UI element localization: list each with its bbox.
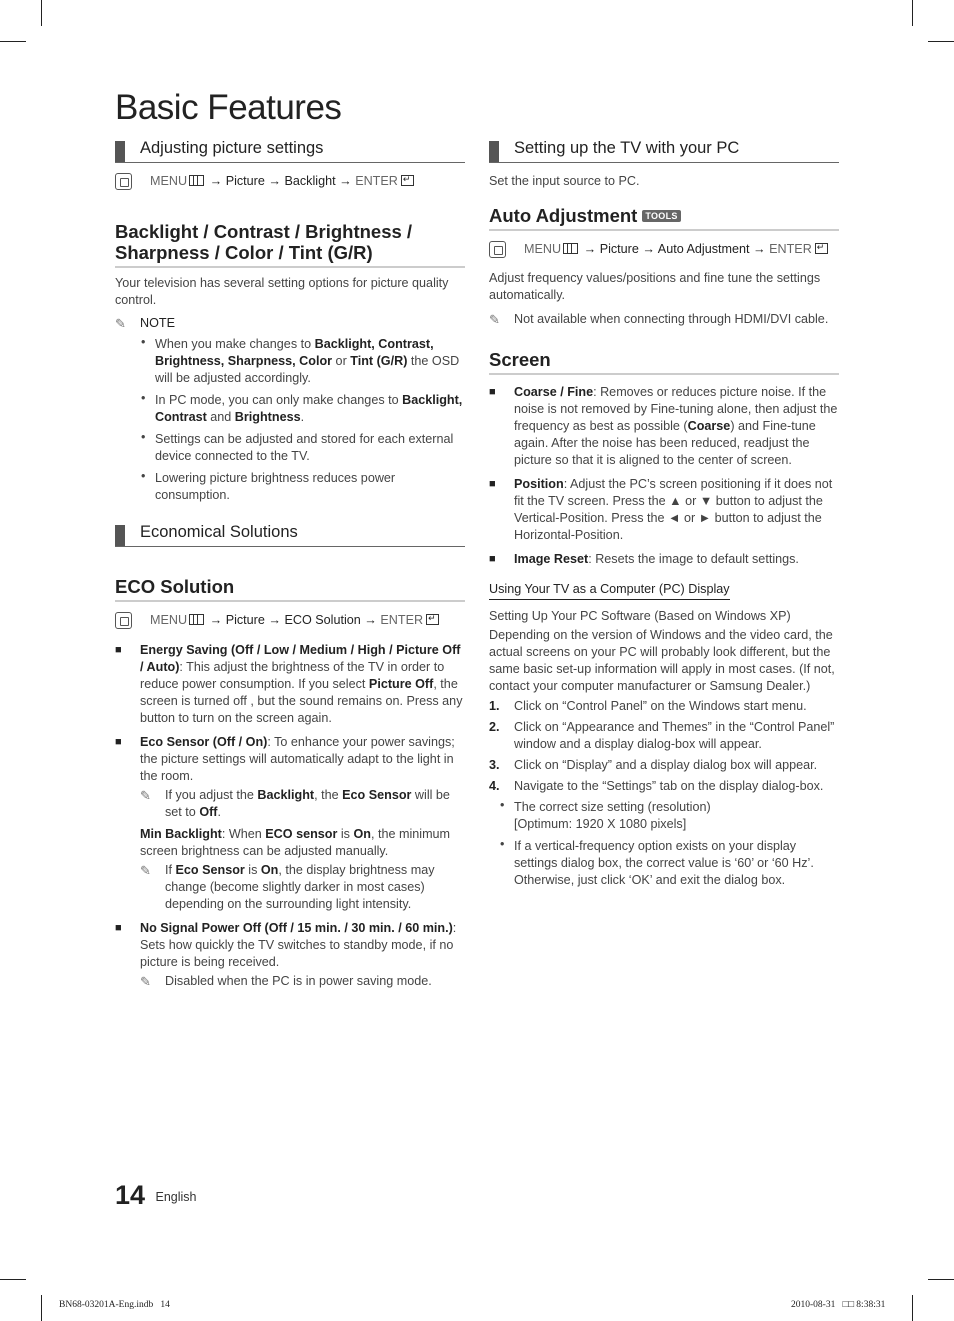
square-bullet-icon: ■: [489, 553, 496, 565]
menu-icon: [563, 243, 578, 254]
section-heading-pc: [489, 138, 839, 163]
section-heading-text: Economical Solutions: [140, 523, 298, 541]
section-heading-text: Adjusting picture settings: [140, 139, 324, 157]
auto-desc: Adjust frequency values/positions and fine tune the settings automatically.: [489, 271, 821, 302]
menu-label: MENU: [150, 174, 188, 188]
arrow: →: [749, 242, 770, 256]
pencil-icon: ✎: [140, 974, 151, 989]
arrow: →: [206, 613, 226, 627]
note-label: NOTE: [140, 316, 175, 330]
menu-picture: Picture: [599, 242, 639, 256]
section-heading-adjusting: [115, 138, 465, 163]
crop-mark: [912, 0, 913, 26]
menu-path-icon: [115, 612, 132, 629]
heading-bar: [115, 141, 125, 162]
enter-label: ENTER: [380, 613, 424, 627]
no-signal-item: ■ No Signal Power Off (Off / 15 min. / 30 min. / 60 min.): Sets how quickly the TV switches to standby mode, if no picture is being received.: [115, 921, 457, 969]
pc-intro: Set the input source to PC.: [489, 174, 640, 188]
enter-label: ENTER: [769, 242, 812, 256]
crop-mark: [928, 1279, 954, 1280]
square-bullet-icon: ■: [115, 736, 122, 748]
menu-path-backlight: [115, 173, 465, 191]
enter-icon: [401, 175, 414, 186]
section-heading-economical: [115, 522, 465, 547]
enter-label: ENTER: [355, 174, 398, 188]
square-bullet-icon: ■: [115, 644, 122, 656]
arrow: →: [335, 174, 356, 188]
page-footer: [115, 1180, 197, 1211]
screen-heading: Screen: [489, 349, 839, 375]
menu-icon: [189, 614, 204, 625]
square-bullet-icon: ■: [489, 478, 496, 490]
pencil-icon: ✎: [115, 316, 126, 331]
eco-sensor-note: ✎ If you adjust the Backlight, the Eco Sensor will be set to Off.: [140, 788, 450, 819]
page-number: 14: [115, 1180, 146, 1210]
software-setup-text: Setting Up Your PC Software (Based on Windows XP): [489, 609, 791, 623]
list-item: • In PC mode, you can only make changes to Backlight, Contrast and Brightness.: [155, 392, 465, 426]
arrow: →: [206, 174, 226, 188]
list-item: • If a vertical-frequency option exists on your display settings dialog box, the correct value is ‘60’ or ‘60 Hz’. Otherwise, just click ‘OK’ and exit the dialog box.: [514, 838, 839, 889]
step-item: 3. Click on “Display” and a display dialog box will appear.: [489, 758, 818, 772]
setup-steps: [489, 698, 839, 795]
arrow: →: [264, 613, 285, 627]
crop-mark: [928, 41, 954, 42]
backlight-heading: Backlight / Contrast / Brightness / Sharpness / Color / Tint (G/R): [115, 221, 465, 268]
menu-picture: Picture: [225, 174, 265, 188]
crop-mark: [0, 1279, 26, 1280]
menu-picture: Picture: [225, 613, 265, 627]
page-title: Basic Features: [115, 88, 342, 127]
heading-bar: [489, 141, 499, 162]
image-reset-item: ■ Image Reset: Resets the image to default settings.: [489, 552, 799, 566]
arrow: →: [264, 174, 285, 188]
print-file-info: BN68-03201A-Eng.indb 14: [59, 1300, 170, 1310]
position-item: ■ Position: Adjust the PC’s screen positioning if it does not fit the TV screen. Press the ▲ or ▼ button to adjust the Vertical-Position. Press the ◄ or ► button to adjust the Horizontal-Position.: [489, 477, 833, 542]
computer-display-heading: Using Your TV as a Computer (PC) Display: [489, 581, 839, 600]
step-item: 4. Navigate to the “Settings” tab on the display dialog-box.: [489, 779, 824, 793]
pencil-icon: ✎: [489, 312, 500, 327]
arrow: →: [580, 242, 600, 256]
eco-heading: ECO Solution: [115, 576, 465, 602]
resolution-notes: [489, 799, 839, 889]
tools-badge: TOOLS: [642, 210, 680, 222]
menu-item: Backlight: [284, 174, 336, 188]
menu-label: MENU: [524, 242, 562, 256]
menu-item: Auto Adjustment: [657, 242, 750, 256]
software-setup-para: Depending on the version of Windows and the video card, the actual screens on your PC will probably look different, but the same basic set-up information will apply in most cases. (If not, contact your computer manufacturer or Samsung Dealer.): [489, 628, 835, 693]
list-item: • Settings can be adjusted and stored for each external device connected to the TV.: [155, 431, 465, 465]
menu-label: MENU: [150, 613, 188, 627]
energy-saving-item: ■ Energy Saving (Off / Low / Medium / High / Picture Off / Auto): This adjust the brightness of the TV in order to reduce power consumption. If you select Picture Off, the screen is turned off , but the sound remains on. Press any button to turn on the screen again.: [115, 643, 463, 725]
list-item: • Lowering picture brightness reduces power consumption.: [155, 470, 465, 504]
auto-note: ✎ Not available when connecting through HDMI/DVI cable.: [489, 312, 829, 327]
pencil-icon: ✎: [140, 788, 151, 803]
section-heading-text: Setting up the TV with your PC: [514, 139, 740, 157]
right-column: [489, 138, 839, 894]
enter-icon: [426, 614, 439, 625]
crop-mark: [0, 41, 26, 42]
menu-item: ECO Solution: [284, 613, 361, 627]
crop-mark: [41, 0, 42, 26]
note-label-line: [115, 315, 465, 332]
print-date-info: 2010-08-31 □□ 8:38:31: [791, 1300, 886, 1310]
crop-mark: [41, 1295, 42, 1321]
heading-bar: [115, 525, 125, 546]
menu-path-icon: [115, 173, 132, 190]
crop-mark: [912, 1295, 913, 1321]
auto-adjustment-heading: Auto Adjustment TOOLS: [489, 205, 839, 231]
eco-sensor-item: ■ Eco Sensor (Off / On): To enhance your power savings; the picture settings will automatically adapt to the light in the room.: [115, 735, 455, 783]
square-bullet-icon: ■: [489, 386, 496, 398]
list-item: • The correct size setting (resolution) [Optimum: 1920 X 1080 pixels]: [514, 799, 839, 833]
min-backlight-text: Min Backlight: When ECO sensor is On, the minimum screen brightness can be adjusted manually.: [140, 827, 451, 858]
footer-language: English: [155, 1190, 197, 1204]
menu-icon: [189, 175, 204, 186]
menu-path-eco: [115, 612, 465, 630]
list-item: • When you make changes to Backlight, Contrast, Brightness, Sharpness, Color or Tint (G/R) the OSD will be adjusted accordingly.: [155, 336, 465, 387]
pencil-icon: ✎: [140, 863, 151, 878]
note-list: [115, 336, 465, 504]
step-item: 2. Click on “Appearance and Themes” in the “Control Panel” window and a display dialog-box will appear.: [489, 720, 835, 751]
arrow: →: [360, 613, 381, 627]
square-bullet-icon: ■: [115, 922, 122, 934]
backlight-intro: Your television has several setting options for picture quality control.: [115, 276, 449, 307]
no-signal-note: ✎ Disabled when the PC is in power saving mode.: [140, 974, 432, 989]
enter-icon: [815, 243, 828, 254]
left-column: [115, 138, 465, 990]
menu-path-icon: [489, 241, 506, 258]
min-backlight-note: ✎ If Eco Sensor is On, the display brightness may change (become slightly darker in most cases) depending on the surrounding light intensity.: [140, 863, 435, 911]
menu-path-auto: [489, 241, 839, 259]
arrow: →: [638, 242, 658, 256]
coarse-fine-item: ■ Coarse / Fine: Removes or reduces picture noise. If the noise is not removed by Fine-tuning alone, then adjust the frequency as best as possible (Coarse) and Fine-tune again. After the noise has been reduced, readjust the picture so that it is aligned to the center of screen.: [489, 385, 838, 467]
step-item: 1. Click on “Control Panel” on the Windows start menu.: [489, 699, 807, 713]
